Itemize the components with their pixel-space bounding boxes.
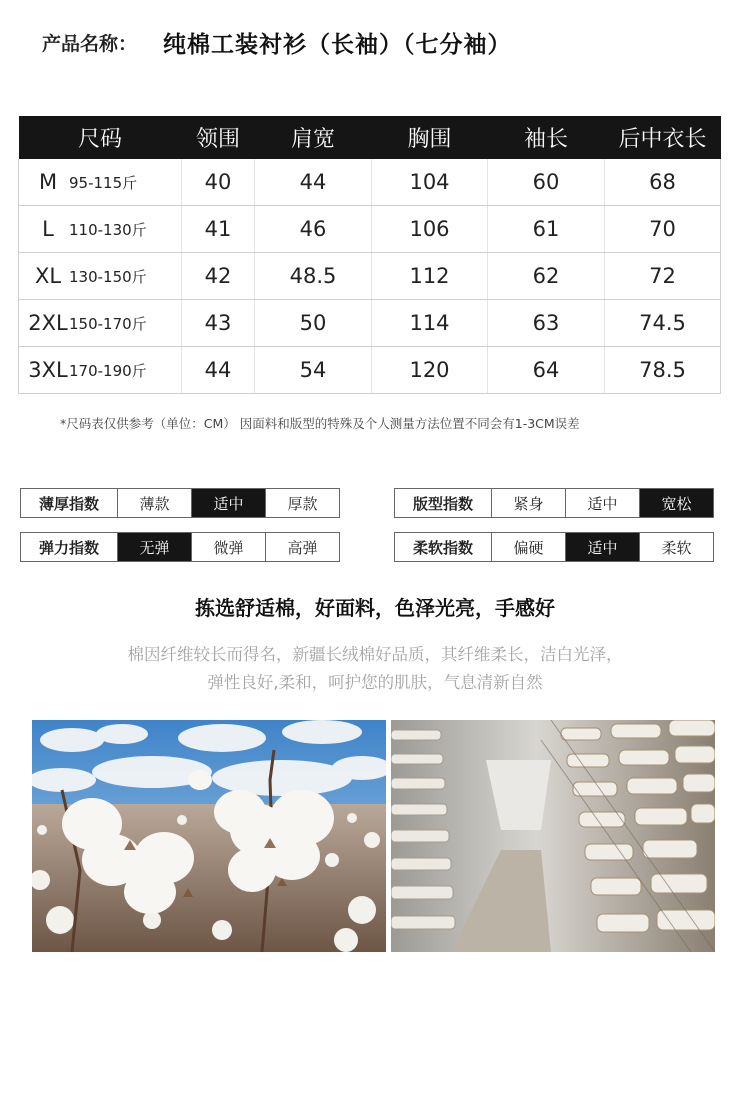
weight-range: 110-130斤 (69, 220, 147, 239)
elasticity-option: 高弹 (266, 533, 340, 562)
product-name-label: 产品名称： (42, 32, 138, 55)
softness-index-label: 柔软指数 (395, 533, 492, 562)
chest-value: 114 (372, 300, 488, 347)
thickness-option: 适中 (192, 489, 266, 518)
size-cell (19, 206, 182, 253)
fit-option: 适中 (566, 489, 640, 518)
elasticity-index-label: 弹力指数 (21, 533, 118, 562)
sleeve-value: 61 (488, 206, 605, 253)
table-row (19, 300, 721, 347)
size-cell (19, 253, 182, 300)
fit-option: 紧身 (492, 489, 566, 518)
chest-value: 112 (372, 253, 488, 300)
softness-option: 偏硬 (492, 533, 566, 562)
length-value: 74.5 (605, 300, 721, 347)
size-cell (19, 159, 182, 206)
size-cell (19, 347, 182, 394)
shoulder-value: 54 (255, 347, 372, 394)
length-value: 72 (605, 253, 721, 300)
fit-index-label: 版型指数 (395, 489, 492, 518)
elasticity-option: 微弹 (192, 533, 266, 562)
product-name-line (42, 24, 512, 60)
product-name: 纯棉工装衬衫（长袖）（七分袖） (163, 31, 512, 58)
collar-value: 42 (182, 253, 255, 300)
weight-range: 95-115斤 (69, 173, 138, 192)
size-label: XL (34, 264, 62, 288)
header-chest: 胸围 (372, 116, 488, 159)
size-label: 2XL (28, 311, 68, 335)
fit-index (394, 488, 714, 518)
collar-value: 41 (182, 206, 255, 253)
collar-value: 40 (182, 159, 255, 206)
elasticity-option: 无弹 (118, 533, 192, 562)
length-value: 68 (605, 159, 721, 206)
elasticity-index (20, 532, 340, 562)
table-row (19, 159, 721, 206)
header-sleeve: 袖长 (488, 116, 605, 159)
size-cell (19, 300, 182, 347)
feature-desc-line2: 弹性良好,柔和，呵护您的肌肤，气息清新自然 (207, 673, 543, 692)
cotton-field-photo (32, 720, 386, 952)
shoulder-value: 44 (255, 159, 372, 206)
weight-range: 150-170斤 (69, 314, 147, 333)
size-label: M (38, 170, 58, 194)
thickness-index (20, 488, 340, 518)
thickness-option: 薄款 (118, 489, 192, 518)
shoulder-value: 48.5 (255, 253, 372, 300)
chest-value: 120 (372, 347, 488, 394)
length-value: 78.5 (605, 347, 721, 394)
weight-range: 170-190斤 (69, 361, 147, 380)
feature-desc-line1: 棉因纤维较长而得名，新疆长绒棉好品质，其纤维柔长，洁白光泽， (127, 645, 623, 664)
table-row (19, 347, 721, 394)
size-table (18, 116, 721, 394)
header-shoulder: 肩宽 (255, 116, 372, 159)
softness-index (394, 532, 714, 562)
chest-value: 104 (372, 159, 488, 206)
sleeve-value: 64 (488, 347, 605, 394)
collar-value: 44 (182, 347, 255, 394)
size-label: L (42, 217, 54, 241)
shoulder-value: 46 (255, 206, 372, 253)
shoulder-value: 50 (255, 300, 372, 347)
header-length: 后中衣长 (605, 116, 721, 159)
yarn-factory-photo (391, 720, 715, 952)
size-label: 3XL (28, 358, 68, 382)
table-row (19, 206, 721, 253)
size-note: *尺码表仅供参考（单位：CM） 因面料和版型的特殊及个人测量方法位置不同会有1-3CM误差 (60, 416, 580, 431)
sleeve-value: 60 (488, 159, 605, 206)
header-collar: 领围 (182, 116, 255, 159)
size-table-header (19, 116, 721, 159)
sleeve-value: 63 (488, 300, 605, 347)
fit-option: 宽松 (640, 489, 714, 518)
collar-value: 43 (182, 300, 255, 347)
table-row (19, 253, 721, 300)
header-size: 尺码 (19, 116, 182, 159)
chest-value: 106 (372, 206, 488, 253)
weight-range: 130-150斤 (69, 267, 147, 286)
thickness-index-label: 薄厚指数 (21, 489, 118, 518)
sleeve-value: 62 (488, 253, 605, 300)
feature-headline: 拣选舒适棉，好面料，色泽光亮，手感好 (195, 596, 555, 620)
softness-option: 适中 (566, 533, 640, 562)
length-value: 70 (605, 206, 721, 253)
softness-option: 柔软 (640, 533, 714, 562)
thickness-option: 厚款 (266, 489, 340, 518)
